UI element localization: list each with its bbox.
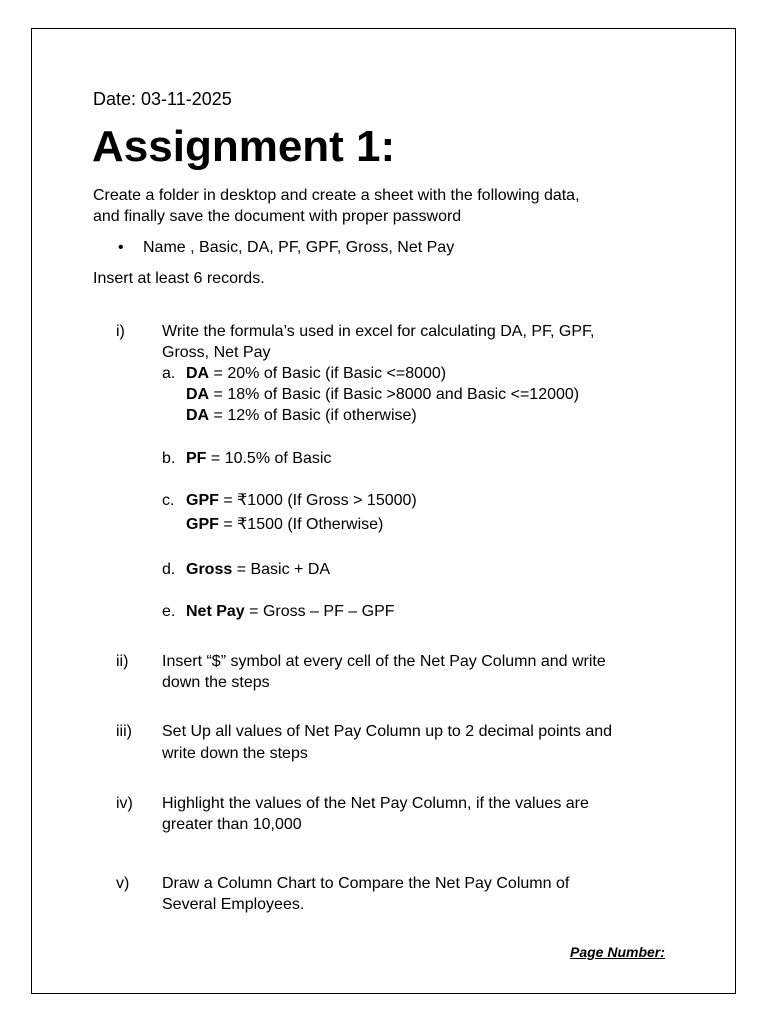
formula-da-3: DA = 12% of Basic (if otherwise) bbox=[186, 407, 417, 424]
bullet-item-fields: Name , Basic, DA, PF, GPF, Gross, Net Pay bbox=[143, 239, 455, 256]
task-number-iv: iv) bbox=[116, 795, 133, 812]
intro-line-1: Create a folder in desktop and create a sheet with the following data, bbox=[93, 187, 580, 204]
formula-gpf-1: GPF = ₹1000 (If Gross > 15000) bbox=[186, 492, 417, 509]
records-note: Insert at least 6 records. bbox=[93, 270, 265, 287]
task-v-line-2: Several Employees. bbox=[162, 896, 305, 913]
task-iii-line-1: Set Up all values of Net Pay Column up to 2 decimal points and bbox=[162, 723, 613, 740]
bullet-icon: • bbox=[118, 239, 124, 256]
intro-line-2: and finally save the document with proper password bbox=[93, 208, 462, 225]
formula-da-1: DA = 20% of Basic (if Basic <=8000) bbox=[186, 365, 447, 382]
task-iv-line-1: Highlight the values of the Net Pay Column, if the values are bbox=[162, 795, 589, 812]
task-i-line-1: Write the formula’s used in excel for calculating DA, PF, GPF, bbox=[162, 323, 595, 340]
assignment-title: Assignment 1: bbox=[92, 122, 396, 171]
formula-pf: PF = 10.5% of Basic bbox=[186, 450, 332, 467]
task-i-line-2: Gross, Net Pay bbox=[162, 344, 271, 361]
task-ii-line-2: down the steps bbox=[162, 674, 270, 691]
formula-da-2: DA = 18% of Basic (if Basic >8000 and Basic <=12000) bbox=[186, 386, 580, 403]
subitem-letter-d: d. bbox=[162, 561, 176, 578]
task-number-ii: ii) bbox=[116, 653, 129, 670]
formula-gross: Gross = Basic + DA bbox=[186, 561, 331, 578]
date-line: Date: 03-11-2025 bbox=[93, 89, 232, 109]
subitem-letter-b: b. bbox=[162, 450, 176, 467]
task-v-line-1: Draw a Column Chart to Compare the Net Pay Column of bbox=[162, 875, 570, 892]
subitem-letter-e: e. bbox=[162, 603, 176, 620]
task-ii-line-1: Insert “$” symbol at every cell of the Net Pay Column and write bbox=[162, 653, 606, 670]
task-number-v: v) bbox=[116, 875, 130, 892]
subitem-letter-c: c. bbox=[162, 492, 175, 509]
task-iv-line-2: greater than 10,000 bbox=[162, 816, 302, 833]
subitem-letter-a: a. bbox=[162, 365, 176, 382]
page-number-label: Page Number: bbox=[570, 944, 665, 960]
task-iii-line-2: write down the steps bbox=[162, 745, 308, 762]
task-number-iii: iii) bbox=[116, 723, 132, 740]
formula-net-pay: Net Pay = Gross – PF – GPF bbox=[186, 603, 395, 620]
task-number-i: i) bbox=[116, 323, 125, 340]
formula-gpf-2: GPF = ₹1500 (If Otherwise) bbox=[186, 516, 384, 533]
